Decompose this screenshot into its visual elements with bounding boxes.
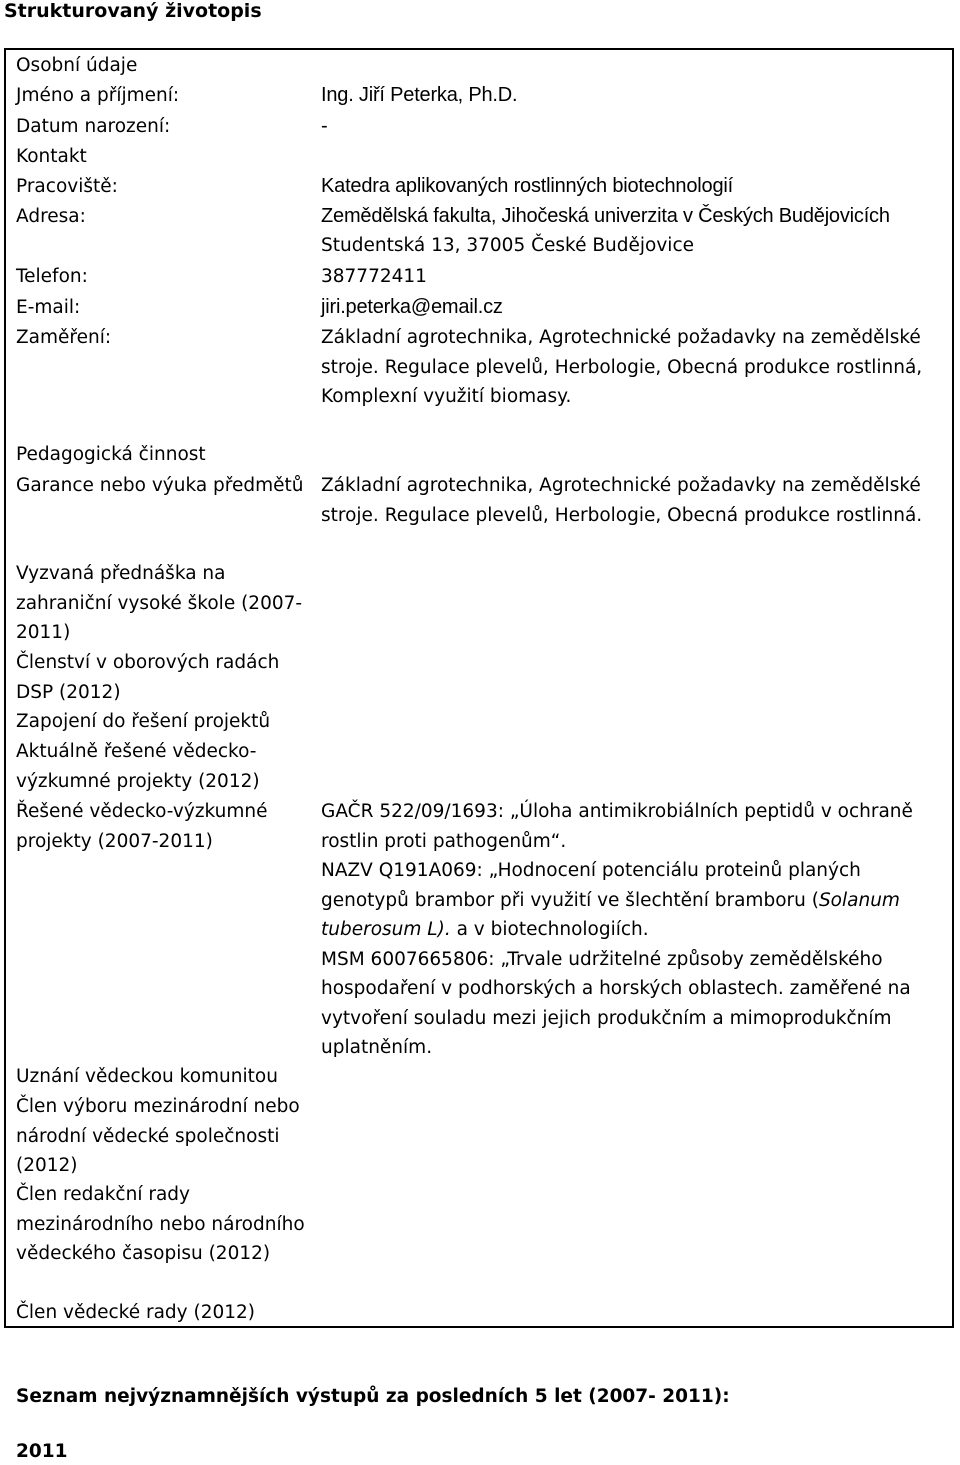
society-membership-label: Člen výboru mezinárodní nebo národní vědecké společnosti (2012)	[16, 1096, 300, 1176]
past-projects-label: Řešené vědecko-výzkumné projekty (2007-2011)	[16, 801, 268, 852]
workplace-label: Pracoviště:	[16, 176, 118, 197]
invited-lecture-label: Vyzvaná přednáška na zahraniční vysoké škole (2007-2011)	[16, 563, 303, 643]
editorial-board-label: Člen redakční rady mezinárodního nebo národního vědeckého časopisu (2012)	[16, 1184, 305, 1264]
address-label: Adresa:	[16, 206, 86, 227]
focus-label: Zaměření:	[16, 327, 112, 348]
project-nazv-species: Solanum tuberosum L).	[321, 889, 900, 940]
outputs-heading: Seznam nejvýznamnějších výstupů za posledních 5 let (2007- 2011):	[16, 1386, 730, 1407]
address-line-1: Zemědělská fakulta, Jihočeská univerzita v Českých Budějovicích	[321, 205, 890, 227]
courses-label: Garance nebo výuka předmětů	[16, 475, 304, 496]
past-projects-value	[321, 797, 951, 1063]
phone-value: 387772411	[321, 266, 427, 287]
dsp-membership-label: Členství v oborových radách DSP (2012)	[16, 652, 280, 703]
scientific-council-label: Člen vědecké rady (2012)	[16, 1302, 256, 1323]
workplace-value: Katedra aplikovaných rostlinných biotechnologií	[321, 175, 733, 197]
email-label: E-mail:	[16, 297, 81, 318]
project-nazv	[321, 856, 951, 945]
document-title: Strukturovaný životopis	[4, 0, 262, 22]
name-label: Jméno a příjmení:	[16, 85, 180, 106]
contact-section-label: Kontakt	[16, 146, 87, 167]
personal-section-label: Osobní údaje	[16, 55, 138, 76]
teaching-section-label: Pedagogická činnost	[16, 444, 206, 465]
recognition-section-label: Uznání vědeckou komunitou	[16, 1066, 278, 1087]
birth-value: -	[321, 115, 328, 137]
address-line-2: Studentská 13, 37005 České Budějovice	[321, 235, 694, 256]
name-value: Ing. Jiří Peterka, Ph.D.	[321, 84, 518, 106]
project-nazv-text: NAZV Q191A069: „Hodnocení potenciálu proteinů planých genotypů brambor při využití ve šlechtění bramboru (	[321, 860, 861, 911]
email-value: jiri.peterka@email.cz	[321, 296, 503, 318]
courses-value: Základní agrotechnika, Agrotechnické požadavky na zemědělské stroje. Regulace plevelů, Herbologie, Obecná produkce rostlinná.	[321, 475, 923, 526]
focus-value: Základní agrotechnika, Agrotechnické požadavky na zemědělské stroje. Regulace plevelů, Herbologie, Obecná produkce rostlinná, Komplexní využití biomasy.	[321, 327, 923, 407]
project-gacr: GAČR 522/09/1693: „Úloha antimikrobiálních peptidů v ochraně rostlin proti pathogenům“.	[321, 801, 913, 852]
projects-section-label: Zapojení do řešení projektů	[16, 711, 271, 732]
current-projects-label: Aktuálně řešené vědecko-výzkumné projekty (2012)	[16, 741, 260, 792]
phone-label: Telefon:	[16, 266, 88, 287]
outputs-year: 2011	[16, 1441, 68, 1462]
birth-label: Datum narození:	[16, 116, 171, 137]
project-msm: MSM 6007665806: „Trvale udržitelné způsoby zemědělského hospodaření v podhorských a horských oblastech. zaměřené na vytvoření souladu mezi jejich produkčním a mimoprodukčním uplatněním.	[321, 948, 911, 1058]
project-nazv-suffix: a v biotechnologiích.	[450, 919, 649, 940]
